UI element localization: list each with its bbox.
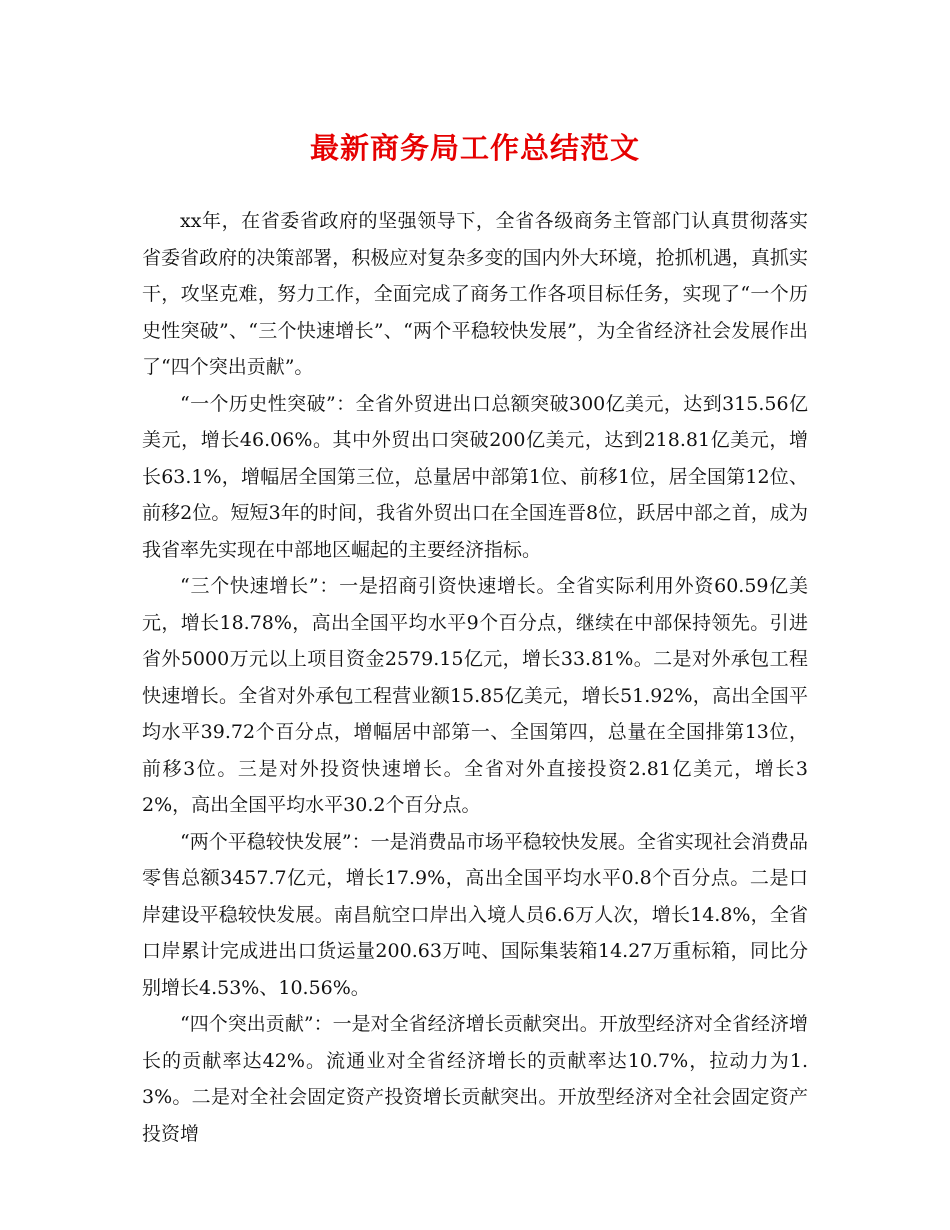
document-title: 最新商务局工作总结范文	[309, 131, 640, 165]
paragraph-two-steady-development: “两个平稳较快发展”：一是消费品市场平稳较快发展。全省实现社会消费品零售总额3457.7亿元，增长17.9%，高出全国平均水平0.8个百分点。二是口岸建设平稳较快发展。南昌航空口岸出入境人员6.6万人次，增长14.8%，全省口岸累计完成进出口货运量200.63万吨、国际集装箱14.27万重标箱，同比分别增长4.53%、10.56%。	[142, 830, 808, 999]
paragraph-intro: xx年，在省委省政府的坚强领导下，全省各级商务主管部门认真贯彻落实省委省政府的决策部署，积极应对复杂多变的国内外大环境，抢抓机遇，真抓实干，攻坚克难，努力工作，全面完成了商务工作各项目标任务，实现了“一个历史性突破”、“三个快速增长”、“两个平稳较快发展”，为全省经济社会发展作出了“四个突出贡献”。	[142, 210, 808, 378]
paragraph-three-rapid-growth: “三个快速增长”：一是招商引资快速增长。全省实际利用外资60.59亿美元，增长18.78%，高出全国平均水平9个百分点，继续在中部保持领先。引进省外5000万元以上项目资金2579.15亿元，增长33.81%。二是对外承包工程快速增长。全省对外承包工程营业额15.85亿美元，增长51.92%，高出全国平均水平39.72个百分点，增幅居中部第一、全国第四，总量在全国排第13位，前移3位。三是对外投资快速增长。全省对外直接投资2.81亿美元，增长32%，高出全国平均水平30.2个百分点。	[142, 575, 808, 816]
document-body	[142, 203, 808, 1152]
paragraph-four-contributions: “四个突出贡献”：一是对全省经济增长贡献突出。开放型经济对全省经济增长的贡献率达42%。流通业对全省经济增长的贡献率达10.7%，拉动力为1.3%。二是对全社会固定资产投资增长贡献突出。开放型经济对全社会固定资产投资增	[142, 1013, 808, 1145]
paragraph-historic-breakthrough: “一个历史性突破”：全省外贸进出口总额突破300亿美元，达到315.56亿美元，增长46.06%。其中外贸出口突破200亿美元，达到218.81亿美元，增长63.1%，增幅居全国第三位，总量居中部第1位、前移1位，居全国第12位、前移2位。短短3年的时间，我省外贸出口在全国连晋8位，跃居中部之首，成为我省率先实现在中部地区崛起的主要经济指标。	[142, 392, 808, 561]
